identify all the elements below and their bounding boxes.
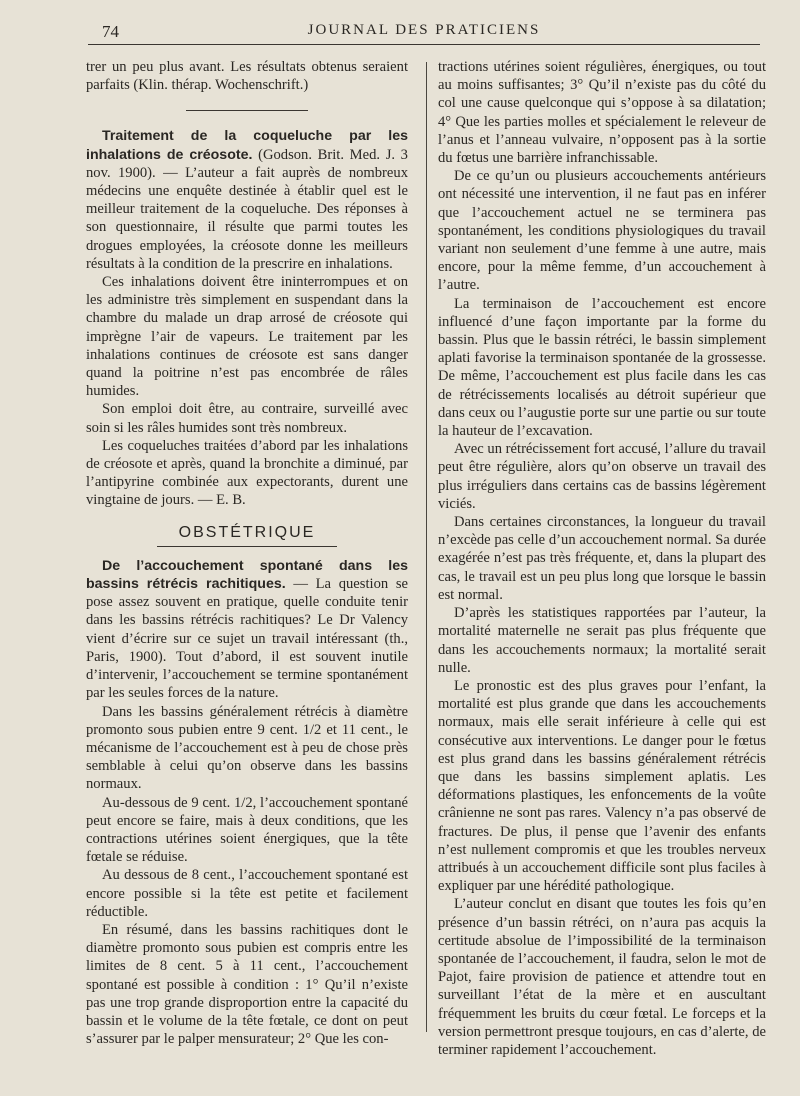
accouchement-paragraph-1 bbox=[86, 557, 408, 703]
right-paragraph-7: Le pronostic est des plus graves pour l’enfant, la mortalité est plus grande que dans les accouchements normaux, mais elle serait inférieure à celle qui est consécutive aux interventions. Le danger pour le fœtus est plus grand dans les bassins généralement rétrécis que dans les bassins simplement aplatis. Les déformations plastiques, les enfoncements de la voûte crânienne ne sont pas rares. Valency n’a pas observé de fractures. De plus, il pense que l’avenir des enfants n’est nullement compromis et que les troubles nerveux attribués à un accouchement difficile sont plus faciles à expliquer par une hérédité pathologique. bbox=[438, 677, 766, 895]
accouchement-paragraph-5: En résumé, dans les bassins rachitiques dont le diamètre promonto sous pubien est compris entre les limites de 8 cent. 5 à 11 cent., l’accouchement spontané est possible à condition : 1° Qu’il n’existe pas une trop grande disproportion entre la capacité du bassin et le volume de la tête fœtale, ce dont on peut s’assurer par le palper mensurateur; 2° Que les con- bbox=[86, 921, 408, 1048]
right-paragraph-6: D’après les statistiques rapportées par l’auteur, la mortalité maternelle ne serait pas plus fréquente que dans les accouchements normaux; la mortalité serait nulle. bbox=[438, 605, 766, 676]
article-heading-coqueluche: Traitement de la coqueluche par les inhalations de créosote. bbox=[86, 128, 408, 163]
page-header bbox=[88, 14, 760, 45]
left-column bbox=[86, 58, 408, 1048]
right-paragraph-4: Avec un rétrécissement fort accusé, l’allure du travail peut être régulière, alors qu’on observe un travail des plus irréguliers dans certains cas de bassins légèrement viciés. bbox=[438, 441, 766, 512]
right-paragraph-5: Dans certaines circonstances, la longueur du travail n’excède pas celle d’un accouchement normal. Sa durée exagérée n’est pas très fréquente, et, dans la plupart des cas, le travail est un peu plus long que lorsque le bassin est normal. bbox=[438, 514, 766, 603]
accouchement-paragraph-3: Au-dessous de 9 cent. 1/2, l’accouchement spontané peut encore se faire, mais à deux conditions, que les contractions utérines soient énergiques, que la tête fœtale se réduise. bbox=[86, 794, 408, 866]
accouchement-paragraph-2: Dans les bassins généralement rétrécis à diamètre promonto sous pubien entre 9 cent. 1/2 et 11 cent., le mécanisme de l’accouchement est à peu de chose près semblable à celui qu’on observe dans les bassins normaux. bbox=[86, 703, 408, 793]
right-column bbox=[438, 58, 766, 1059]
page-number: 74 bbox=[102, 22, 119, 41]
coqueluche-paragraph-2: Ces inhalations doivent être ininterrompues et on les administre très simplement en suspendant dans la chambre du malade un drap arrosé de créosote qui imprègne l’air de vapeurs. Le traitement par les inhalations continues de créosote est sans danger quand la poitrine n’est pas encombrée de râles humides. bbox=[86, 274, 408, 400]
right-paragraph-2: De ce qu’un ou plusieurs accouchements antérieurs ont nécessité une intervention, il ne faut pas en inférer que l’accouchement actuel ne se terminera pas spontanément, les conditions physiologiques du travail variant non seulement d’une femme à une autre, mais encore, pour la même femme, d’un accouchement à l’autre. bbox=[438, 168, 766, 294]
article-heading-accouchement: De l’accouchement spontané dans les bassins rétrécis rachitiques. bbox=[86, 557, 408, 593]
running-title: JOURNAL DES PRATICIENS bbox=[307, 22, 541, 38]
column-divider bbox=[426, 62, 427, 1032]
section-title: OBSTÉTRIQUE bbox=[178, 523, 316, 541]
accouchement-paragraph-4: Au dessous de 8 cent., l’accouchement spontané est encore possible si la tête est petite et facilement réductible. bbox=[86, 867, 408, 920]
section-divider bbox=[157, 546, 337, 547]
right-paragraph-8: L’auteur conclut en disant que toutes les fois qu’en présence d’un bassin rétréci, on n’aura pas acquis la certitude absolue de l’impossibilité de la terminaison spontanée de l’accouchement, il faudra, selon le mot de Pajot, faire provision de patience et attendre tout en surveillant l’état de la mère et en auscultant fréquemment les bruits du cœur fœtal. Le forceps et la version permettront presque toujours, en cas d’alerte, de terminer rapidement l’accouchement. bbox=[438, 896, 766, 1058]
right-paragraph-1: tractions utérines soient régulières, énergiques, ou tout au moins suffisantes; 3° Qu’il n’existe pas du côté du col une cause quelconque qui s’oppose à sa dilatation; 4° Que les parties molles et spécialement le releveur de l’anus et l’anneau vulvaire, n’opposent pas à la sortie du fœtus une barrière infranchissable. bbox=[438, 59, 766, 167]
article-divider bbox=[186, 110, 308, 111]
intro-paragraph: trer un peu plus avant. Les résultats obtenus seraient parfaits (Klin. thérap. Wochenschrift.) bbox=[86, 59, 408, 94]
coqueluche-paragraph-1 bbox=[86, 127, 408, 273]
accouchement-body-1: — La question se pose assez souvent en pratique, quelle conduite tenir dans les bassins rétrécis rachitiques? Le Dr Valency vient d’écrire sur ce sujet un travail intéressant (th., Paris, 1900). Tout d’abord, il est souvent inutile d’intervenir, l’accouchement se termine spontanément par les seules forces de la nature. bbox=[86, 576, 409, 702]
coqueluche-paragraph-3: Son emploi doit être, au contraire, surveillé avec soin si les râles humides sont très nombreux. bbox=[86, 401, 408, 436]
coqueluche-body-1: (Godson. Brit. Med. J. 3 nov. 1900). — L’auteur a fait auprès de nombreux médecins une enquête destinée à établir quel est le meilleur traitement de la coqueluche. Des réponses à son questionnaire, il résulte que parmi toutes les drogues employées, la créosote donne les meilleurs résultats à la condition de la prescrire en inhalations. bbox=[86, 146, 408, 272]
right-paragraph-3: La terminaison de l’accouchement est encore influencé d’une façon importante par la forme du bassin. Plus que le bassin rétréci, le bassin simplement aplati favorise la terminaison spontanée de la grossesse. De même, l’accouchement est plus facile dans les cas de rétrécissements localisés au détroit supérieur que dans ceux ou l’augustie porte sur une partie ou sur toute la hauteur de l’excavation. bbox=[438, 295, 766, 440]
coqueluche-paragraph-4: Les coqueluches traitées d’abord par les inhalations de créosote et après, quand la bronchite a diminué, par l’antipyrine combinée aux expectorants, durent une vingtaine de jours. — E. B. bbox=[86, 437, 408, 509]
